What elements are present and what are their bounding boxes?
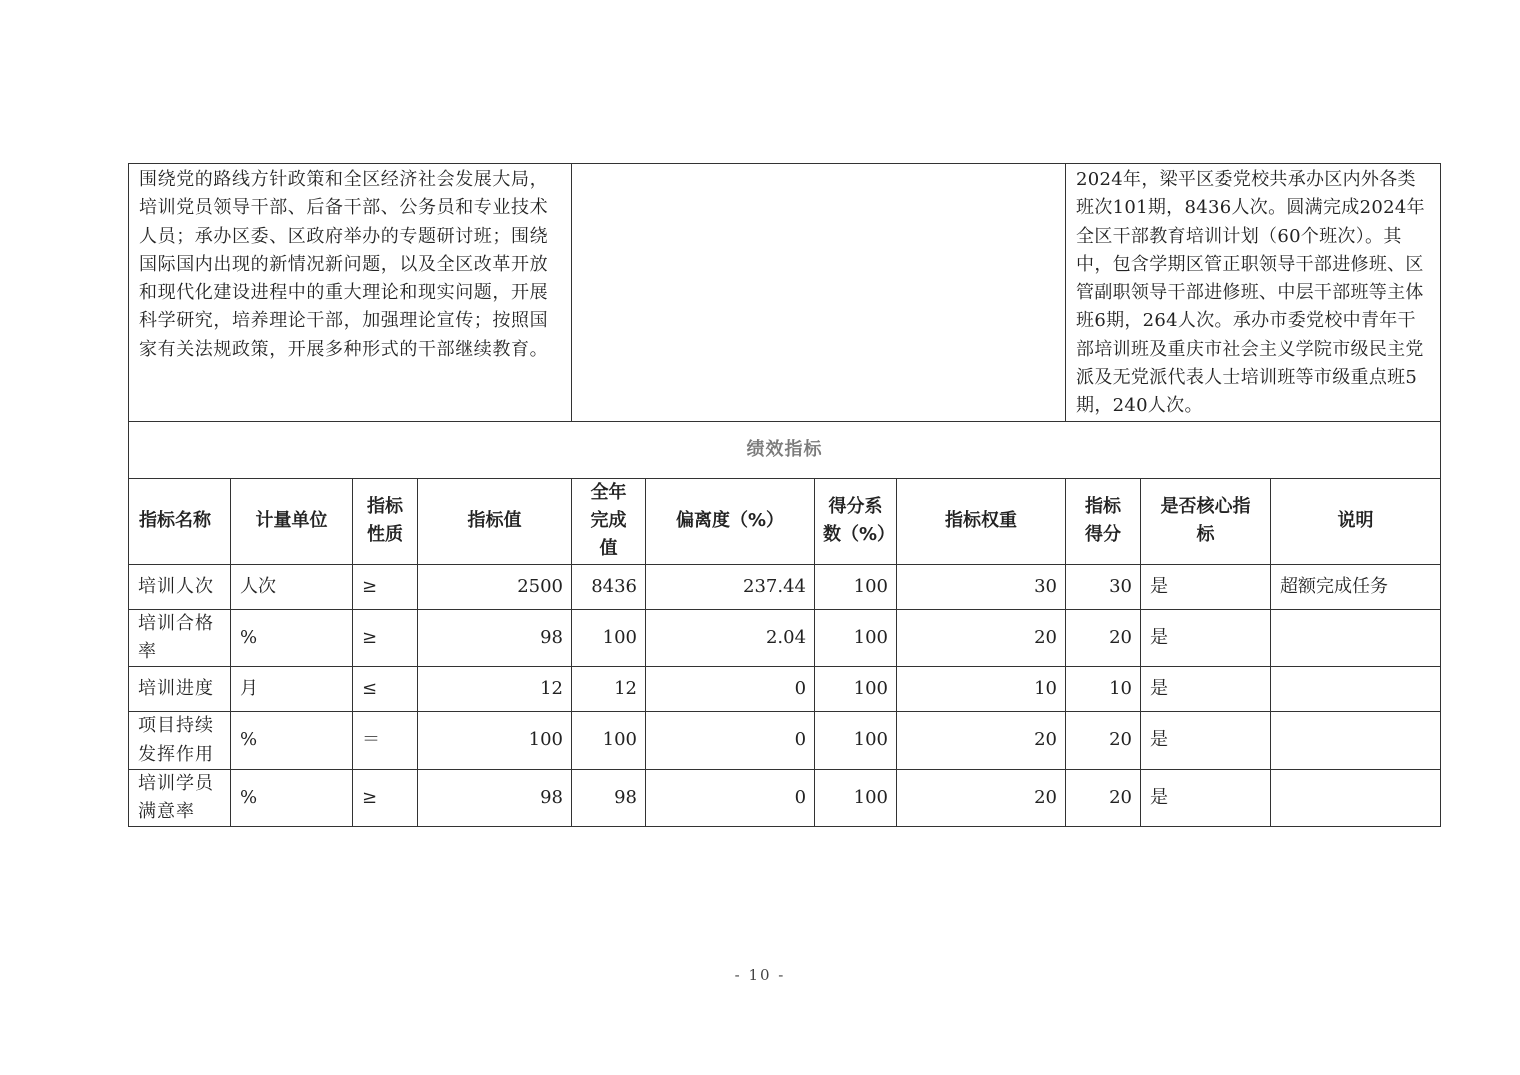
unit: % xyxy=(231,712,353,770)
core-indicator: 是 xyxy=(1141,609,1271,667)
header-target-value: 指标值 xyxy=(418,478,572,564)
unit: % xyxy=(231,609,353,667)
core-indicator: 是 xyxy=(1141,712,1271,770)
deviation: 0 xyxy=(646,769,815,827)
header-note: 说明 xyxy=(1271,478,1441,564)
table-row xyxy=(129,667,1441,712)
header-score-coefficient: 得分系数（%） xyxy=(815,478,897,564)
deviation: 0 xyxy=(646,712,815,770)
header-core-indicator: 是否核心指标 xyxy=(1141,478,1271,564)
header-unit: 计量单位 xyxy=(231,478,353,564)
indicator-name: 培训学员满意率 xyxy=(129,769,231,827)
header-actual-value: 全年完成值 xyxy=(572,478,646,564)
score-coefficient: 100 xyxy=(815,609,897,667)
score: 20 xyxy=(1066,712,1141,770)
page-number: - 10 - xyxy=(734,966,786,984)
table-row xyxy=(129,712,1441,770)
header-score: 指标得分 xyxy=(1066,478,1141,564)
actual-value: 98 xyxy=(572,769,646,827)
completion-description: 2024年，梁平区委党校共承办区内外各类班次101期，8436人次。圆满完成2024年全区干部教育培训计划（60个班次）。其中，包含学期区管正职领导干部进修班、区管副职领导干部进修班、中层干部班等主体班6期，264人次。承办市委党校中青年干部培训班及重庆市社会主义学院市级民主党派及无党派代表人士培训班等市级重点班5期，240人次。 xyxy=(1066,164,1441,422)
weight: 30 xyxy=(897,564,1066,609)
score-coefficient: 100 xyxy=(815,667,897,712)
target-value: 12 xyxy=(418,667,572,712)
weight: 20 xyxy=(897,609,1066,667)
nature: ≥ xyxy=(353,609,418,667)
section-title-row xyxy=(129,421,1441,478)
table-row xyxy=(129,564,1441,609)
target-value: 98 xyxy=(418,769,572,827)
score-coefficient: 100 xyxy=(815,564,897,609)
target-value: 100 xyxy=(418,712,572,770)
table-row xyxy=(129,769,1441,827)
weight: 10 xyxy=(897,667,1066,712)
nature: ≥ xyxy=(353,564,418,609)
unit: % xyxy=(231,769,353,827)
performance-table xyxy=(128,163,1441,827)
indicator-name: 项目持续发挥作用 xyxy=(129,712,231,770)
note: 超额完成任务 xyxy=(1271,564,1441,609)
header-deviation: 偏离度（%） xyxy=(646,478,815,564)
unit: 月 xyxy=(231,667,353,712)
header-row xyxy=(129,478,1441,564)
actual-value: 12 xyxy=(572,667,646,712)
deviation: 2.04 xyxy=(646,609,815,667)
note xyxy=(1271,667,1441,712)
deviation: 0 xyxy=(646,667,815,712)
responsibility-description: 围绕党的路线方针政策和全区经济社会发展大局，培训党员领导干部、后备干部、公务员和专业技术人员；承办区委、区政府举办的专题研讨班；围绕国际国内出现的新情况新问题，以及全区改革开放和现代化建设进程中的重大理论和现实问题，开展科学研究，培养理论干部，加强理论宣传；按照国家有关法规政策，开展多种形式的干部继续教育。 xyxy=(129,164,572,422)
core-indicator: 是 xyxy=(1141,564,1271,609)
indicator-name: 培训人次 xyxy=(129,564,231,609)
actual-value: 8436 xyxy=(572,564,646,609)
indicator-name: 培训合格率 xyxy=(129,609,231,667)
actual-value: 100 xyxy=(572,609,646,667)
header-weight: 指标权重 xyxy=(897,478,1066,564)
weight: 20 xyxy=(897,712,1066,770)
note xyxy=(1271,769,1441,827)
score: 20 xyxy=(1066,769,1141,827)
indicator-name: 培训进度 xyxy=(129,667,231,712)
score: 10 xyxy=(1066,667,1141,712)
header-nature: 指标性质 xyxy=(353,478,418,564)
score: 30 xyxy=(1066,564,1141,609)
target-value: 98 xyxy=(418,609,572,667)
nature: ≥ xyxy=(353,769,418,827)
note xyxy=(1271,712,1441,770)
unit: 人次 xyxy=(231,564,353,609)
nature: ≤ xyxy=(353,667,418,712)
core-indicator: 是 xyxy=(1141,667,1271,712)
table-row xyxy=(129,609,1441,667)
section-title: 绩效指标 xyxy=(129,421,1441,478)
note xyxy=(1271,609,1441,667)
weight: 20 xyxy=(897,769,1066,827)
description-middle-cell xyxy=(572,164,1066,422)
score-coefficient: 100 xyxy=(815,769,897,827)
target-value: 2500 xyxy=(418,564,572,609)
description-row xyxy=(129,164,1441,422)
nature: ＝ xyxy=(353,712,418,770)
actual-value: 100 xyxy=(572,712,646,770)
score-coefficient: 100 xyxy=(815,712,897,770)
core-indicator: 是 xyxy=(1141,769,1271,827)
score: 20 xyxy=(1066,609,1141,667)
header-indicator-name: 指标名称 xyxy=(129,478,231,564)
deviation: 237.44 xyxy=(646,564,815,609)
